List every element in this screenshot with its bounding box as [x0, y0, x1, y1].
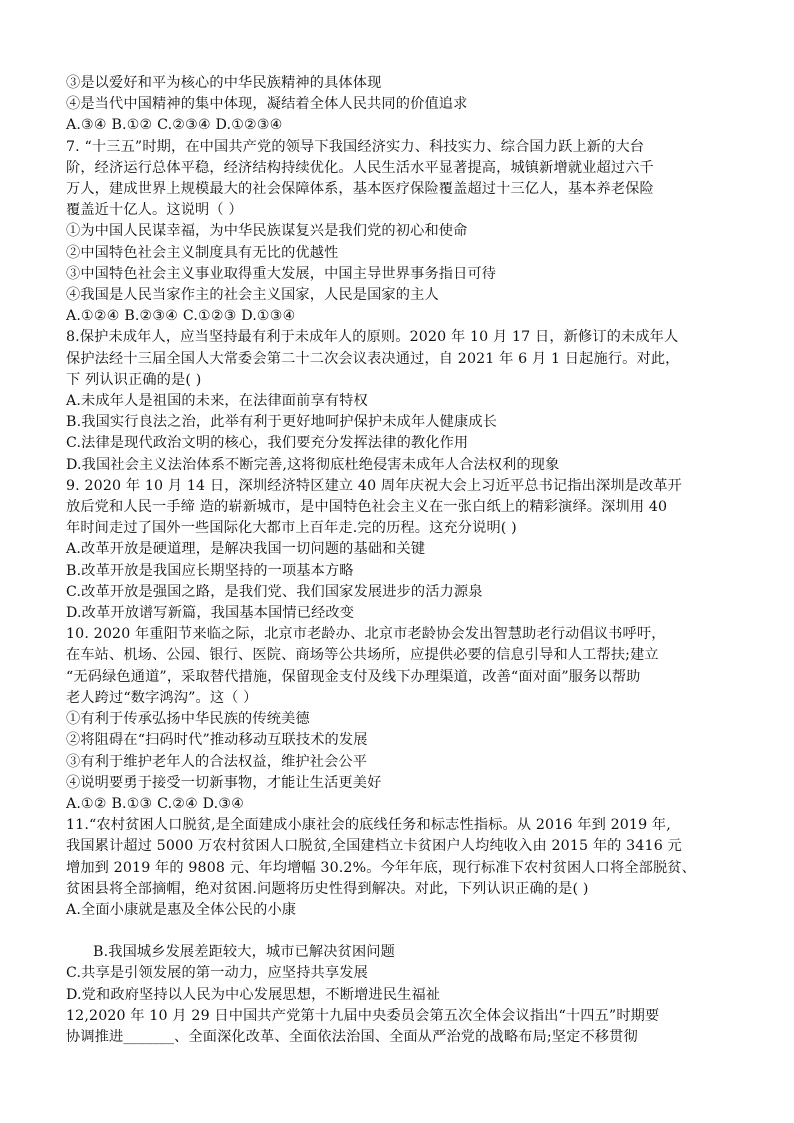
- question-12: 12,2020 年 10 月 29 日中国共产党第十九届中央委员会第五次全体会议指出“十四五”时期要: [66, 1007, 660, 1024]
- text-line: 贫困县将全部摘帽，绝对贫困.问题将历史性得到解决。对此，下列认识正确的是( ): [66, 880, 589, 897]
- option-line: A.改革开放是硬道理，是解决我国一切问题的基础和关键: [66, 541, 426, 558]
- option-line: B.改革开放是我国应长期坚持的一项基本方略: [66, 562, 354, 579]
- question-7: 7. “十三五”时期，在中国共产党的领导下我国经济实力、科技实力、综合国力跃上新的大台: [66, 138, 645, 155]
- text-line: ③中国特色社会主义事业取得重大发展，中国主导世界事务指日可待: [66, 265, 497, 282]
- text-line: 年时间走过了国外一些国际化大都市上百年走.完的历程。这充分说明( ): [66, 520, 517, 537]
- blank-line: [66, 921, 731, 942]
- answer-options: A.①② B.①③ C.②④ D.③④: [66, 795, 245, 812]
- text-line: 我国累计超过 5000 万农村贫困人口脱贫,全国建档立卡贫困户人均纯收入由 2015 年的 3416 元: [66, 838, 682, 855]
- text-line: ①为中国人民谋幸福，为中华民族谋复兴是我们党的初心和使命: [66, 223, 468, 240]
- option-line: C.法律是现代政治文明的核心，我们要充分发挥法律的教化作用: [66, 435, 469, 452]
- option-line: C.共享是引领发展的第一动力，应坚持共享发展: [66, 965, 368, 982]
- answer-options: A.③④ B.①② C.②③④ D.①②③④: [66, 117, 283, 134]
- text-line: 下 列认识正确的是( ): [66, 371, 202, 388]
- option-line: D.改革开放谱写新篇，我国基本国情已经改变: [66, 605, 355, 622]
- text-line: ④说明要勇于接受一切新事物，才能让生活更美好: [66, 774, 382, 791]
- text-line: ③有利于维护老年人的合法权益，维护社会公平: [66, 753, 368, 770]
- text-line: “无码绿色通道”，采取替代措施，保留现金支付及线下办理渠道，改善“面对面”服务以帮助: [66, 668, 641, 685]
- text-line: 老人跨过“数字鸿沟”。这（ ）: [66, 689, 258, 706]
- question-8: 8.保护未成年人，应当坚持最有利于未成年人的原则。2020 年 10 月 17 日，新修订的未成年人: [66, 329, 679, 346]
- option-line: A.全面小康就是惠及全体公民的小康: [66, 901, 297, 918]
- question-9: 9. 2020 年 10 月 14 日，深圳经济特区建立 40 周年庆祝大会上习近平总书记指出深圳是改革开: [66, 477, 683, 494]
- text-line: ②中国特色社会主义制度具有无比的优越性: [66, 244, 339, 261]
- text-line: 保护法经十三届全国人大常委会第二十二次会议表决通过，自 2021 年 6 月 1 日起施行。对此，: [66, 350, 680, 367]
- text-line: 放后党和人民一手缔 造的崭新城市，是中国特色社会主义在一张白纸上的精彩演绎。深圳用 40: [66, 499, 668, 516]
- text-line: 覆盖近十亿人。这说明（ ）: [66, 202, 243, 219]
- question-10: 10. 2020 年重阳节来临之际，北京市老龄办、北京市老龄协会发出智慧助老行动倡议书呼吁，: [66, 626, 666, 643]
- text-line: ③是以爱好和平为核心的中华民族精神的具体体现: [66, 75, 382, 91]
- text-line: 阶，经济运行总体平稳，经济结构持续优化。人民生活水平显著提高，城镇新增就业超过六千: [66, 159, 654, 176]
- option-line: B.我国实行良法之治，此举有利于更好地呵护保护未成年人健康成长: [66, 414, 498, 431]
- option-line: D.党和政府坚持以人民为中心发展思想，不断增进民生福祉: [66, 986, 441, 1003]
- option-line: C.改革开放是强国之路，是我们党、我们国家发展进步的活力源泉: [66, 583, 483, 600]
- text-line: 协调推进_______、全面深化改革、全面依法治国、全面从严治党的战略布局;坚定不移贯彻: [66, 1028, 638, 1045]
- text-line: 在车站、机场、公园、银行、医院、商场等公共场所，应提供必要的信息引导和人工帮扶;建立: [66, 647, 659, 664]
- text-line: 增加到 2019 年的 9808 元、年均增幅 30.2%。今年年底，现行标准下农村贫困人口将全部脱贫、: [66, 859, 697, 876]
- text-line: ②将阻碍在“扫码时代”推动移动互联技术的发展: [66, 732, 368, 749]
- document-body: [66, 73, 731, 1048]
- option-line: B.我国城乡发展差距较大，城市已解决贫困问题: [93, 944, 395, 961]
- question-11: 11.“农村贫困人口脱贫,是全面建成小康社会的底线任务和标志性指标。从 2016 年到 2019 年,: [66, 817, 671, 834]
- text-line: 万人，建成世界上规模最大的社会保障体系，基本医疗保险覆盖超过十三亿人，基本养老保险: [66, 181, 654, 198]
- answer-options: A.①②④ B.②③④ C.①②③ D.①③④: [66, 308, 296, 325]
- option-line: D.我国社会主义法治体系不断完善,这将彻底杜绝侵害未成年人合法权利的现象: [66, 456, 560, 473]
- text-line: ①有利于传承弘扬中华民族的传统美德: [66, 711, 310, 728]
- text-line: ④是当代中国精神的集中体现，凝结着全体人民共同的价值追求: [66, 96, 468, 113]
- text-line: ④我国是人民当家作主的社会主义国家，人民是国家的主人: [66, 287, 439, 304]
- option-line: A.未成年人是祖国的未来，在法律面前享有特权: [66, 393, 368, 410]
